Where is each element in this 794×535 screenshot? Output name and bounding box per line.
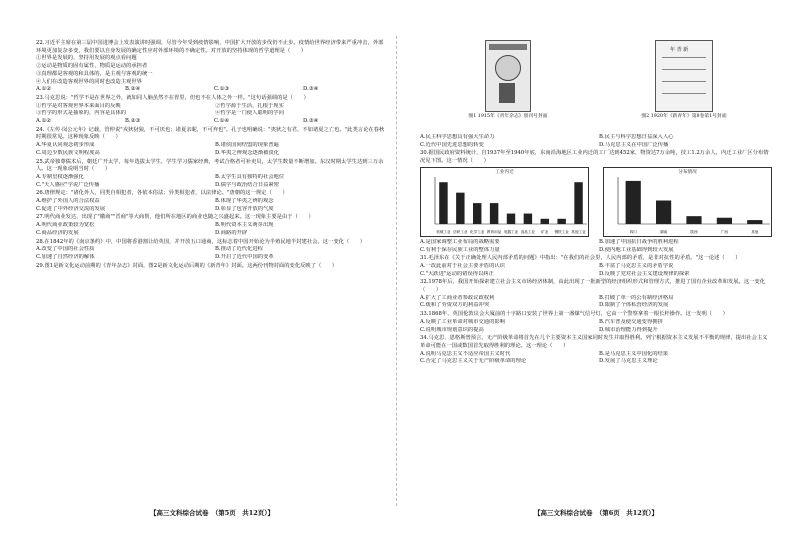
- question-32-stem: 32.1978年后，我国开始探索建立社会主义市场经济体制，由此出现了一批新型的经济组织形式和管理方式，推进了国有企业改革和发展。这一变化（ ）: [420, 279, 766, 294]
- chart-1-bar: [439, 182, 447, 224]
- chart-row: [420, 167, 772, 237]
- question-22: [36, 40, 388, 94]
- question-30-option-d: D.使内地工业基础得到较大发展: [599, 246, 674, 253]
- question-29-option-d: D.马克思主义在中国广泛传播: [599, 141, 669, 148]
- chart-2-bar: [686, 216, 701, 224]
- question-34: [420, 335, 772, 366]
- question-23-option-a: A.①②: [36, 118, 52, 125]
- magazine-cover-2-image: [655, 40, 713, 112]
- question-30-stem: 30.据国民政府资料统计，自1937年至1940年底，东南沿海地区工业内迁的工厂达到452家，物资达7万余吨，技工1.2万余人。内迁工业厂区分布情况见下图。这一情况（ ）: [420, 150, 769, 165]
- question-29-options: [420, 134, 772, 149]
- left-column: [36, 40, 388, 271]
- question-26-option-d: D.彰显了包容开放的气度: [215, 205, 274, 212]
- chart-1-svg: [421, 168, 591, 236]
- chart-2-bar: [747, 220, 762, 224]
- chart-2-tick-label: 四川: [629, 229, 637, 234]
- question-22-option-a: A.①②: [36, 86, 52, 93]
- chart-1-title: 工业内迁: [495, 169, 514, 175]
- question-23-option-b: B.②③: [125, 118, 141, 125]
- question-34-option-b: B.是马克思主义中国化的结果: [599, 350, 669, 357]
- question-28-option-d: D.开启了近代中国的变革: [215, 253, 274, 260]
- question-34-option-d: D.发展了马克思主义理论: [599, 358, 658, 365]
- question-30-option-c: C.有利于保存民族工业的整体力量: [420, 246, 500, 253]
- chart-2-tick-label: 湖南: [660, 229, 668, 234]
- chart-1-bar: [557, 219, 565, 224]
- chart-1-tick-label: 矿业: [541, 229, 549, 234]
- question-28-option-c: C.加速了自然经济的解体: [36, 253, 95, 260]
- question-28-option-b: B.推动了近代化进程: [215, 246, 263, 253]
- question-24-option-d: D.华夷之辨观念逐渐被淡化: [215, 149, 280, 156]
- chart-1-tick-label: 化学工业: [470, 229, 485, 234]
- question-25-option-a: A.专制皇权逐渐强化: [36, 173, 84, 180]
- question-27-stem: 27.明代商业发达，出现了"徽商""晋商"等大商帮，他们所在地区的商业也随之兴盛起来。这一现象主要是由于（ ）: [36, 214, 314, 221]
- question-27-option-c: C.商品经济的发展: [36, 229, 79, 236]
- question-27-option-b: B.明代资本主义萌芽出现: [215, 222, 274, 229]
- question-28: [36, 239, 388, 262]
- chart-1-tick-label: 钢铁工业: [554, 229, 569, 234]
- question-22-option-d: D.③④: [303, 86, 319, 93]
- magazine-cover-1-image: [485, 40, 531, 112]
- question-23-stem: 23.马克思说："哲学不是在世界之外，就如同人脑虽然不在胃里，但也不在人体之外一样。"这句话强调的是（ ）: [36, 94, 309, 101]
- question-23-option-c: C.①④: [214, 118, 230, 125]
- question-34-stem: 34.马克思、恩格斯曾预言，无产阶级革命将首先在几个主要资本主义国家同时发生并取得胜利。列宁根据资本主义发展不平衡的规律，提出社会主义革命可能在一国或数国首先取得胜利的理论。这一理论（ ）: [420, 335, 768, 349]
- column-divider: [396, 36, 397, 506]
- question-26-stem: 26.唐律规定："诸化外人，同类自相犯者，各依本俗法；异类相犯者，以法律论。"唐朝的这一规定（ ）: [36, 190, 288, 197]
- question-22-option-b: B.②④: [125, 86, 141, 93]
- chart-1-tick-label: 教育用品: [486, 229, 502, 234]
- question-25-stem: 25.武帝独尊儒术后，朝廷广开太学，每年选拔太学生，学生学习儒家经典，考试合格者可补吏员，太学生数量不断增加。东汉时期太学生达到三万余人。这一现象说明当时（ ）: [36, 158, 384, 173]
- question-33-option-c: C.说明城市规划意识的提高: [420, 326, 484, 333]
- question-23: [36, 95, 388, 126]
- question-32-option-b: B.打破了单一的公有制经济格局: [599, 294, 674, 301]
- question-22-item-2: ②运动是物质的固有属性，物质是运动的承担者: [36, 63, 148, 70]
- question-29-option-a: A.民主科学思想具有强大生命力: [420, 134, 495, 140]
- question-25: [36, 159, 388, 190]
- question-30: [420, 150, 772, 165]
- chart-2-title: 分布情况: [678, 169, 697, 175]
- question-25-option-c: C."天人感应"学说广泛传播: [36, 181, 100, 188]
- chart-1-bar: [456, 192, 464, 223]
- question-28-option-a: A.改变了中国的社会性质: [36, 246, 95, 253]
- figure-2-caption: 图2 1920年《新青年》第8卷第1号封面: [641, 114, 727, 119]
- question-24-option-a: A.华夏认同观念初步形成: [36, 142, 95, 149]
- question-22-option-c: C.①③: [214, 86, 230, 93]
- question-22-item-3: ③真理都是客观的和具体的，是主观与客观的统一: [36, 70, 153, 77]
- chart-1-bar: [541, 219, 549, 224]
- question-32-option-c: C.缓和了劳资双方的利益冲突: [420, 302, 490, 309]
- question-31-option-a: A.一改此前对于社会主要矛盾的认识: [420, 262, 505, 269]
- question-29-stem: 29.图1是新文化运动前期的《青年杂志》封面，图2是新文化运动后期的《新青年》封面。这两份刊物封面的变化反映了（ ）: [36, 262, 338, 269]
- question-32: [420, 279, 772, 310]
- question-25-option-d: D.儒学与政治结合日益紧密: [215, 181, 280, 188]
- chart-2-bar: [717, 218, 732, 224]
- question-30-option-a: A.是国家调整工业布局的战略需要: [420, 238, 500, 245]
- chart-1-tick-label: 食品工业: [520, 229, 536, 234]
- question-27-option-a: A.明代商业政策较为宽松: [36, 222, 95, 229]
- chart-1-bar: [507, 213, 515, 223]
- question-27-option-d: D.商路的开辟: [215, 229, 248, 236]
- question-24: [36, 127, 388, 158]
- chart-distribution: [603, 167, 772, 237]
- chart-1-tick-label: 机械工业: [436, 229, 451, 234]
- chart-1-bar: [473, 203, 481, 224]
- figure-1-caption: 图1 1915年《青年杂志》创刊号封面: [468, 114, 548, 119]
- chart-2-svg: [604, 168, 774, 236]
- chart-1-tick-label: 其他工业: [571, 229, 586, 234]
- chart-2-tick-label: 陕西: [690, 229, 698, 234]
- chart-1-bar: [490, 203, 498, 224]
- question-29: [36, 263, 388, 271]
- question-30-options: [420, 239, 772, 254]
- question-26-option-c: C.促进了中外经济交流的发展: [36, 205, 106, 212]
- question-31-stem: 31.毛泽东在《关于正确处理人民内部矛盾的问题》中指出："在我们的社会里，人民内部的矛盾，是非对抗性的矛盾。"这一论述（ ）: [420, 255, 741, 262]
- right-column: [420, 40, 772, 367]
- question-26: [36, 190, 388, 213]
- chart-1-bar: [574, 182, 582, 224]
- chart-1-tick-label: 纺织工业: [453, 229, 468, 234]
- footer-page-6: 【高三文科综合试卷 （第6页 共12页）】: [533, 509, 659, 517]
- question-24-option-c: C.周边少数民族文明程度高: [36, 149, 100, 156]
- question-29-option-b: B.民主与科学思想日益深入人心: [599, 134, 674, 140]
- question-24-option-b: B.诸侯国间结盟的现象普遍: [215, 142, 279, 149]
- question-23-item-4: ④哲学是一门使人聪明的学问: [215, 110, 284, 117]
- question-32-option-d: D.限制了个体私营经济的发展: [599, 302, 669, 309]
- chart-2-tick-label: 其他: [751, 229, 759, 234]
- question-24-stem: 24.《左传·闵公元年》记载，管仲说"戎狄豺狼，不可厌也；诸夏亲昵，不可弃也"。孔子也明确说："夷狄之有君，不如诸夏之亡也。"此类言论在春秋时期很常见。这种现象反映（ ）: [36, 126, 385, 141]
- question-23-item-3: ③哲学的形式是抽象的，内容是具体的: [36, 110, 127, 117]
- question-31: [420, 255, 772, 278]
- question-26-option-a: A.维护了外国人的合法权益: [36, 198, 100, 205]
- chart-2-tick-label: 广西: [720, 229, 728, 234]
- question-33-option-d: D.城市治理能力得到提升: [599, 326, 658, 333]
- question-23-item-1: ①哲学是对客观世界本来面目的反映: [36, 102, 121, 109]
- question-22-item-1: ①世界是发展的，坚持用发展的观点看问题: [36, 55, 137, 62]
- figure-2: [609, 40, 759, 132]
- question-33: [420, 311, 772, 334]
- question-29-option-c: C.近代中国先进思想的转变: [420, 141, 484, 148]
- question-27: [36, 214, 388, 237]
- chart-2-bar: [626, 181, 641, 224]
- chart-industry-relocation: [420, 167, 589, 237]
- question-22-stem: 22.习近平主席在第三届中国进博会上发表演讲时强调，尽管今年受到疫情影响，中国扩大开放的步伐仍不止步。疫情给世界经济带来严重冲击，外部环境更加复杂多变，我们要以自身发展的确定性应对外部环境的不确定性。对开放的坚持体现的哲学道理是（ ）: [36, 40, 384, 54]
- question-23-item-2: ②哲学源于生活，扎根于现实: [215, 102, 284, 109]
- chart-1-tick-label: 电器工业: [503, 229, 519, 234]
- question-23-option-d: D.③④: [303, 118, 319, 125]
- question-25-option-b: B.太学生具有独特的社会地位: [215, 173, 285, 180]
- footer-page-5: 【高三文科综合试卷 （第5页 共12页）】: [149, 509, 275, 517]
- question-32-option-a: A.扩大了工商业者参政议政权利: [420, 294, 495, 301]
- figure-2-header: 年 青 新: [670, 47, 689, 53]
- figure-1: [433, 40, 583, 132]
- chart-2-bar: [656, 200, 671, 224]
- question-22-item-4: ④人们在改造客观世界的同时也改造主观世界: [36, 78, 142, 85]
- question-33-option-b: B.汽车普及使交通变得拥挤: [599, 318, 663, 325]
- question-31-option-d: D.反映了党对社会主义建设规律的探索: [599, 270, 690, 277]
- chart-1-bar: [524, 213, 532, 223]
- question-33-stem: 33.1868年，英国伦敦议会大厦前的十字路口安装了世界上第一盏煤气信号灯，它由一个警察拿着一根长杆操作。这一发明（ ）: [420, 311, 728, 318]
- question-31-option-c: C."大跃进"运动的错误得以纠正: [420, 270, 494, 277]
- question-34-option-a: A.说明马克思主义不适应帝国主义时代: [420, 350, 511, 357]
- question-30-option-b: B.加速了中国抗日战争的胜利进程: [599, 238, 679, 245]
- question-26-option-b: B.体现了华夷之辨的观念: [215, 198, 274, 205]
- question-31-option-b: B.丰富了马克思主义的矛盾学说: [599, 262, 674, 269]
- question-33-option-a: A.反映了工业革命对城市交通的影响: [420, 318, 505, 325]
- question-34-option-c: C.否定了马克思主义关于无产阶级革命的理论: [420, 358, 527, 365]
- question-28-stem: 28.在1842年的《南京条约》中，中国将香港割让给英国，并开放五口通商，这标志着中国开始沦为半殖民地半封建社会。这一变化（ ）: [36, 238, 366, 245]
- figure-row: [420, 40, 772, 132]
